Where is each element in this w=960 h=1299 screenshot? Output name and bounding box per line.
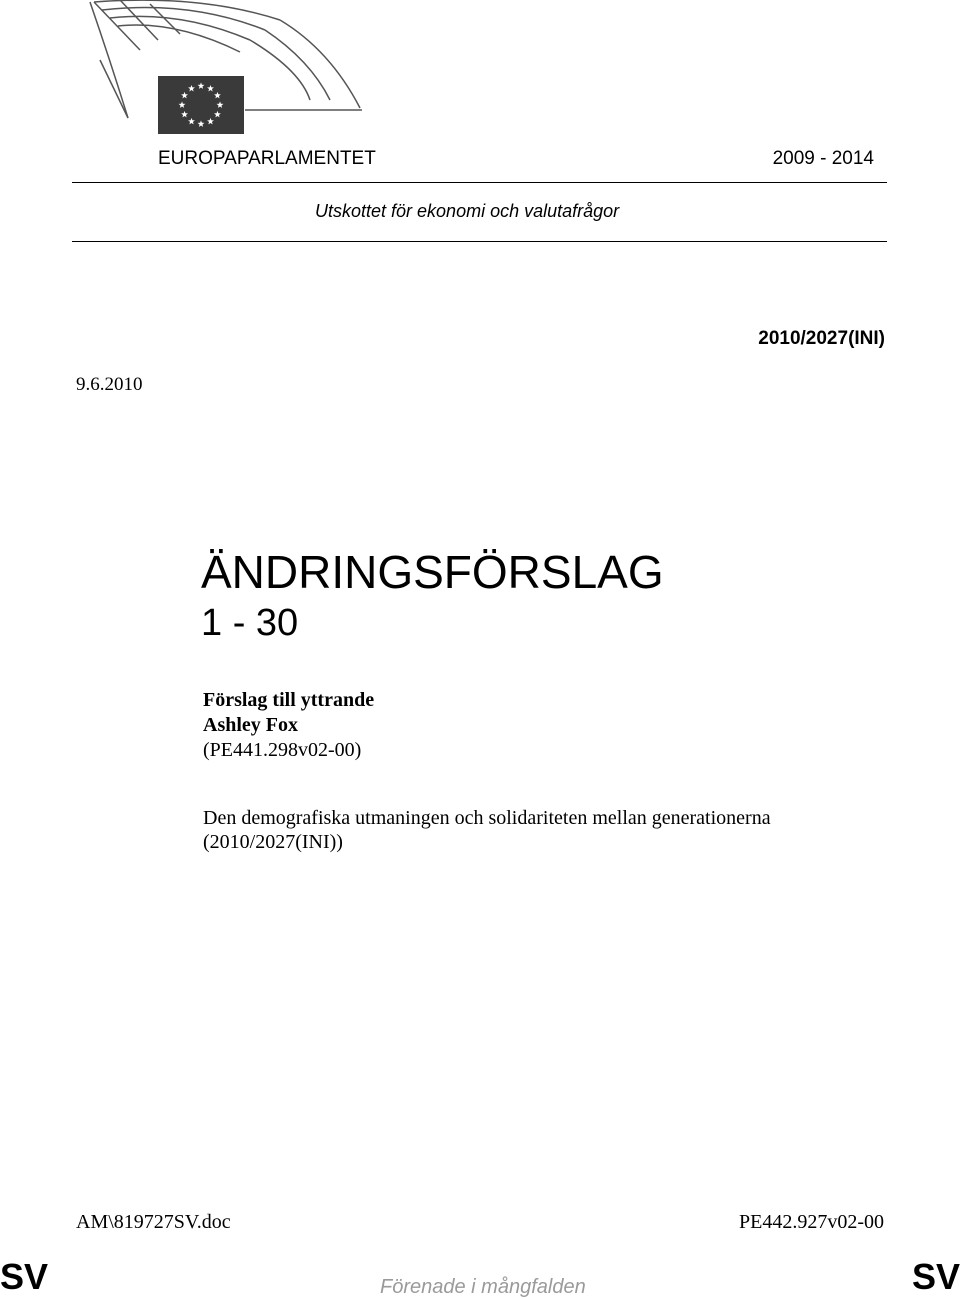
amendment-range: 1 - 30	[201, 602, 299, 644]
document-title: ÄNDRINGSFÖRSLAG	[201, 546, 664, 598]
draft-opinion-label: Förslag till yttrande	[203, 689, 375, 711]
document-date: 9.6.2010	[76, 374, 143, 395]
institution-name: EUROPAPARLAMENTET	[158, 148, 376, 169]
document-subject	[203, 806, 903, 854]
file-reference: AM\819727SV.doc	[76, 1211, 231, 1233]
language-code-right: SV	[911, 1256, 960, 1297]
committee-divider	[72, 241, 887, 242]
procedure-number: 2010/2027(INI)	[758, 328, 885, 349]
eu-motto: Förenade i mångfalden	[380, 1276, 586, 1298]
subject-line: Den demografiska utmaningen och solidariteten mellan generationerna	[203, 807, 771, 829]
european-parliament-logo-icon	[80, 0, 370, 140]
rapporteur-name: Ashley Fox	[203, 714, 298, 736]
committee-name: Utskottet för ekonomi och valutafrågor	[315, 201, 620, 221]
parliamentary-term: 2009 - 2014	[772, 148, 874, 169]
pe-number: PE442.927v02-00	[739, 1211, 884, 1233]
language-code-left: SV	[0, 1256, 49, 1297]
header-divider	[72, 182, 887, 183]
subject-procedure: (2010/2027(INI))	[203, 831, 343, 853]
draft-reference: (PE441.298v02-00)	[203, 739, 362, 761]
